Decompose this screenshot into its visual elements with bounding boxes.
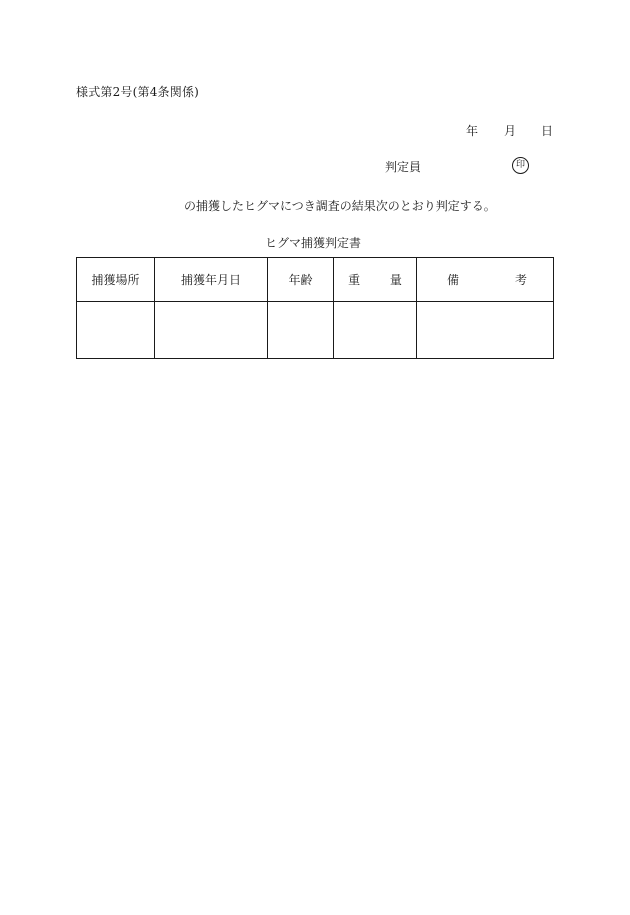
judge-label: 判定員 xyxy=(385,160,422,174)
cell-capture-place[interactable] xyxy=(77,302,155,359)
cell-capture-date[interactable] xyxy=(155,302,268,359)
seal-mark: 印 xyxy=(512,157,529,174)
date-month-label: 月 xyxy=(504,124,517,138)
header-weight-char-1: 重 xyxy=(348,273,361,287)
table-header-row xyxy=(77,258,554,302)
cell-remarks[interactable] xyxy=(417,302,554,359)
document-title: ヒグマ捕獲判定書 xyxy=(265,236,362,250)
header-remarks-char-2: 考 xyxy=(514,273,527,287)
header-age: 年齢 xyxy=(268,258,334,302)
header-remarks xyxy=(417,258,554,302)
header-remarks-char-1: 備 xyxy=(447,273,460,287)
header-capture-date: 捕獲年月日 xyxy=(155,258,268,302)
cell-weight[interactable] xyxy=(334,302,417,359)
date-day-label: 日 xyxy=(541,124,554,138)
header-weight-char-2: 量 xyxy=(389,273,402,287)
table-row xyxy=(77,302,554,359)
judgement-statement: の捕獲したヒグマにつき調査の結果次のとおり判定する。 xyxy=(184,199,496,213)
form-number-label: 様式第2号(第4条関係) xyxy=(76,85,200,99)
capture-judgement-table xyxy=(76,257,554,359)
date-year-label: 年 xyxy=(466,124,479,138)
header-weight xyxy=(334,258,417,302)
cell-age[interactable] xyxy=(268,302,334,359)
header-capture-place: 捕獲場所 xyxy=(77,258,155,302)
